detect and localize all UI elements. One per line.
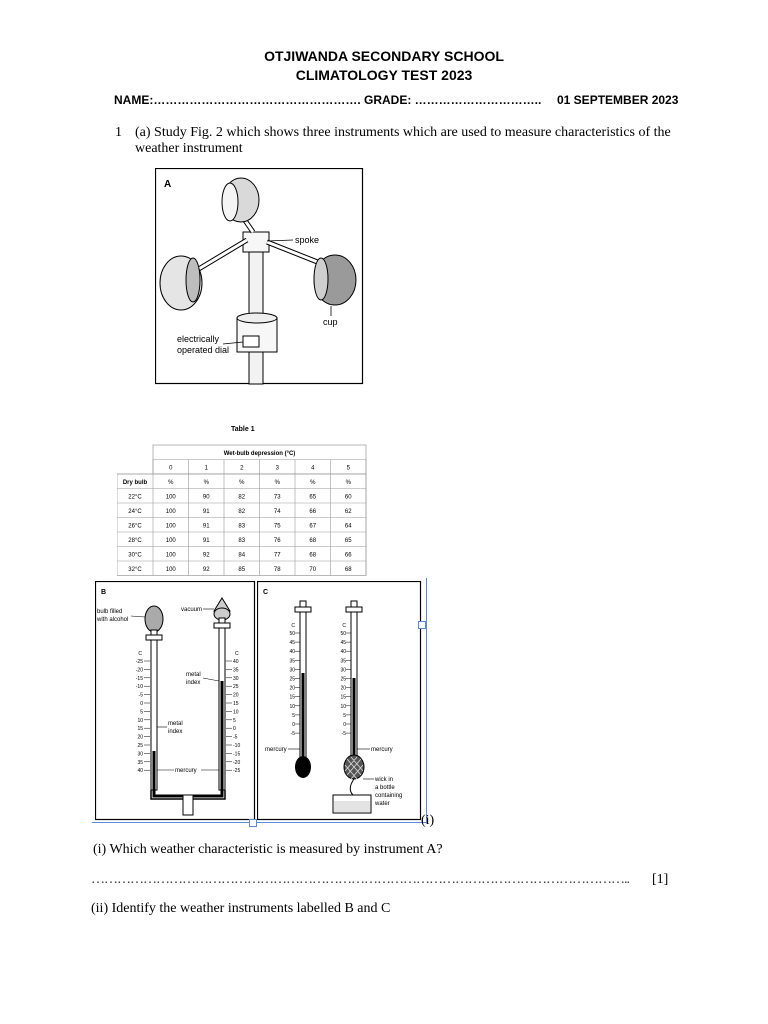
image-resize-handle[interactable]	[418, 621, 426, 629]
label-mercury-c-right: mercury	[371, 747, 393, 753]
table-1-cell: 62	[344, 509, 352, 515]
table-1-depression-4: 4	[311, 465, 315, 472]
scale-tick-c-left: 25	[289, 676, 295, 683]
image-selection-bottom	[92, 822, 426, 823]
scale-tick-c-left: 10	[289, 703, 295, 710]
scale-tick-b-right: 30	[233, 675, 239, 682]
question-intro-line-1: (a) Study Fig. 2 which shows three instruments which are used to measure characteristics of the	[135, 125, 671, 140]
scale-tick-b-left: -15	[135, 675, 143, 682]
table-1-depression-5: 5	[346, 465, 350, 472]
table-1-cell: 100	[165, 523, 176, 530]
label-dial-line-2: operated dial	[177, 345, 230, 355]
scale-tick-c-left: 50	[289, 631, 295, 637]
table-1-cell: 100	[165, 509, 176, 515]
table-1-cell: 90	[202, 494, 210, 501]
scale-tick-c-left: 20	[289, 685, 295, 692]
table-1-depression-1: 1	[204, 465, 208, 472]
scale-tick-b-right: 20	[233, 692, 239, 699]
figure-a-anemometer	[155, 168, 364, 385]
scale-tick-b-left: -20	[135, 667, 143, 674]
table-1-cell: 60	[344, 494, 352, 501]
table-1-dry-bulb: 32°C	[128, 567, 142, 573]
table-1-cell: 78	[273, 567, 281, 573]
label-bulb-line-2: with alcohol	[97, 617, 129, 623]
scale-tick-c-left: 15	[289, 694, 295, 701]
label-wick-line-4: water	[375, 801, 390, 807]
scale-tick-b-right: 40	[233, 659, 239, 665]
table-1-cell: 82	[238, 494, 246, 501]
image-selection-edge	[426, 578, 427, 823]
label-cup: cup	[323, 317, 338, 327]
scale-unit-b-left: C	[138, 651, 142, 657]
scale-tick-b-left: 5	[140, 709, 143, 716]
scale-tick-b-left: 20	[137, 734, 143, 741]
table-1-title: Table 1	[231, 426, 255, 433]
table-1-dry-bulb: 30°C	[128, 552, 142, 559]
table-1-cell: 91	[202, 509, 210, 515]
scale-tick-c-right: 20	[340, 685, 346, 692]
table-1-cell: 85	[238, 567, 246, 573]
table-1-cell: 74	[273, 509, 281, 515]
table-1-unit-3: %	[274, 480, 280, 486]
table-1-cell: 100	[165, 552, 176, 559]
table-1-cell: 84	[238, 552, 246, 559]
scale-tick-b-right: 5	[233, 717, 236, 724]
table-1-cell: 100	[165, 538, 176, 544]
scale-tick-b-right: -20	[233, 759, 241, 766]
scale-tick-c-right: 0	[343, 722, 346, 728]
table-1-dry-bulb: 26°C	[128, 523, 142, 530]
label-metal-index-left-2: index	[168, 729, 183, 735]
scale-tick-b-right: 10	[233, 709, 239, 716]
table-1-unit-4: %	[310, 480, 316, 486]
scale-tick-b-right: -5	[233, 734, 238, 741]
school-name: OTJIWANDA SECONDARY SCHOOL	[264, 48, 504, 64]
name-grade-line: NAME:……………………………………………. GRADE: …………………………..	[114, 93, 542, 107]
label-wick-line-3: containing	[375, 793, 403, 799]
scale-tick-b-right: 35	[233, 667, 239, 674]
scale-tick-c-left: 30	[289, 667, 295, 674]
table-1-cell: 65	[309, 494, 317, 501]
question-intro-line-2: weather instrument	[135, 141, 243, 156]
scale-tick-b-right: 25	[233, 684, 239, 691]
table-1-cell: 83	[238, 538, 246, 544]
scale-tick-b-left: 35	[137, 759, 143, 766]
scale-tick-b-left: -5	[138, 692, 143, 699]
scale-unit-c-left: C	[291, 623, 295, 629]
table-1-cell: 66	[309, 509, 317, 515]
table-1-cell: 83	[238, 523, 246, 530]
table-1-cell: 68	[309, 552, 317, 559]
figure-b-letter: B	[101, 589, 107, 596]
scale-tick-c-left: 35	[289, 658, 295, 665]
scale-tick-b-left: 25	[137, 743, 143, 749]
label-wick-line-1: wick in	[375, 777, 394, 783]
scale-tick-b-right: 15	[233, 701, 239, 707]
scale-tick-c-right: 15	[340, 694, 346, 701]
scale-tick-c-right: 45	[340, 640, 346, 647]
table-1-unit-1: %	[203, 480, 209, 486]
table-1-unit-0: %	[168, 480, 174, 486]
figure-c-wet-dry-thermometers	[257, 581, 422, 821]
test-date: 01 SEPTEMBER 2023	[557, 93, 679, 107]
table-1-depression-3: 3	[275, 465, 279, 472]
table-1-cell: 92	[202, 552, 210, 559]
table-1-cell: 66	[344, 552, 352, 559]
scale-tick-c-right: -5	[341, 731, 346, 738]
table-1-dry-bulb: 24°C	[128, 509, 142, 515]
scale-tick-c-right: 25	[340, 676, 346, 683]
scale-tick-c-left: 40	[289, 649, 295, 656]
table-1-cell: 67	[309, 523, 317, 530]
label-metal-index-left-1: metal	[168, 721, 183, 727]
table-1-unit-5: %	[345, 480, 351, 486]
label-mercury-c-left: mercury	[265, 747, 287, 753]
label-dial-line-1: electrically	[177, 334, 220, 344]
table-1-dry-bulb: 28°C	[128, 538, 142, 544]
scale-tick-b-left: -25	[135, 659, 143, 665]
table-1-cell: 82	[238, 509, 246, 515]
scale-tick-c-left: 45	[289, 640, 295, 647]
table-1-cell: 73	[273, 494, 281, 501]
figure-c-letter: C	[263, 589, 269, 596]
table-1-cell: 77	[273, 552, 281, 559]
label-spoke: spoke	[295, 235, 320, 245]
scale-tick-b-left: 10	[137, 717, 143, 724]
table-1-unit-2: %	[239, 480, 245, 486]
scale-tick-b-left: 40	[137, 768, 143, 775]
scale-tick-b-left: 30	[137, 751, 143, 758]
table-1	[117, 444, 367, 576]
scale-unit-c-right: C	[342, 623, 346, 629]
scale-tick-c-left: 5	[292, 712, 295, 719]
scale-tick-b-left: -10	[135, 684, 143, 691]
label-bulb-line-1: bulb filled	[97, 609, 123, 615]
scale-tick-b-right: -15	[233, 751, 241, 758]
table-1-cell: 92	[202, 567, 210, 573]
label-mercury-b: mercury	[175, 768, 197, 774]
table-1-cell: 68	[344, 567, 352, 573]
table-1-cell: 91	[202, 523, 210, 530]
figure-a-letter: A	[164, 179, 172, 190]
scale-tick-c-left: 0	[292, 722, 295, 728]
scale-unit-b-right: C	[235, 651, 239, 657]
scale-tick-b-left: 15	[137, 726, 143, 733]
label-vacuum: vacuum	[181, 607, 203, 613]
table-1-cell: 64	[344, 523, 352, 530]
table-1-row-header: Dry bulb	[122, 480, 148, 486]
scale-tick-c-right: 30	[340, 667, 346, 674]
label-metal-index-right-2: index	[186, 680, 201, 686]
scale-tick-c-right: 50	[340, 631, 346, 637]
test-title: CLIMATOLOGY TEST 2023	[295, 67, 473, 83]
table-1-cell: 100	[165, 567, 176, 573]
table-1-cell: 76	[273, 538, 281, 544]
table-1-cell: 70	[309, 567, 317, 573]
table-1-cell: 75	[273, 523, 281, 530]
table-1-depression-0: 0	[169, 465, 173, 472]
question-ii-text: (ii) Identify the weather instruments labelled B and C	[91, 901, 391, 916]
scale-tick-c-right: 10	[340, 703, 346, 710]
table-1-dry-bulb: 22°C	[128, 494, 142, 501]
table-1-cell: 68	[309, 538, 317, 544]
scale-tick-b-right: 0	[233, 726, 236, 733]
table-1-cell: 91	[202, 538, 210, 544]
scale-tick-c-left: -5	[290, 731, 295, 738]
label-wick-line-2: a bottle	[375, 785, 395, 791]
table-1-cell: 100	[165, 494, 176, 501]
question-i-text: (i) Which weather characteristic is measured by instrument A?	[93, 842, 443, 857]
image-resize-handle-bottom[interactable]	[249, 819, 257, 827]
question-number: 1	[115, 125, 122, 140]
marks-i: [1]	[652, 872, 669, 887]
answer-line-i[interactable]: ……………………………………………………………………………………………………………..	[91, 872, 629, 887]
scale-tick-c-right: 40	[340, 649, 346, 656]
figure-marker: (i)	[421, 813, 435, 828]
label-metal-index-right-1: metal	[186, 672, 201, 678]
scale-tick-c-right: 5	[343, 712, 346, 719]
scale-tick-c-right: 35	[340, 658, 346, 665]
scale-tick-b-right: -25	[233, 768, 241, 775]
table-1-depression-2: 2	[240, 465, 244, 472]
figure-b-max-min-thermometer	[95, 581, 256, 821]
table-1-header: Wet-bulb depression (°C)	[223, 451, 296, 457]
table-1-cell: 65	[344, 538, 352, 544]
scale-tick-b-left: 0	[140, 701, 143, 707]
scale-tick-b-right: -10	[233, 743, 241, 749]
